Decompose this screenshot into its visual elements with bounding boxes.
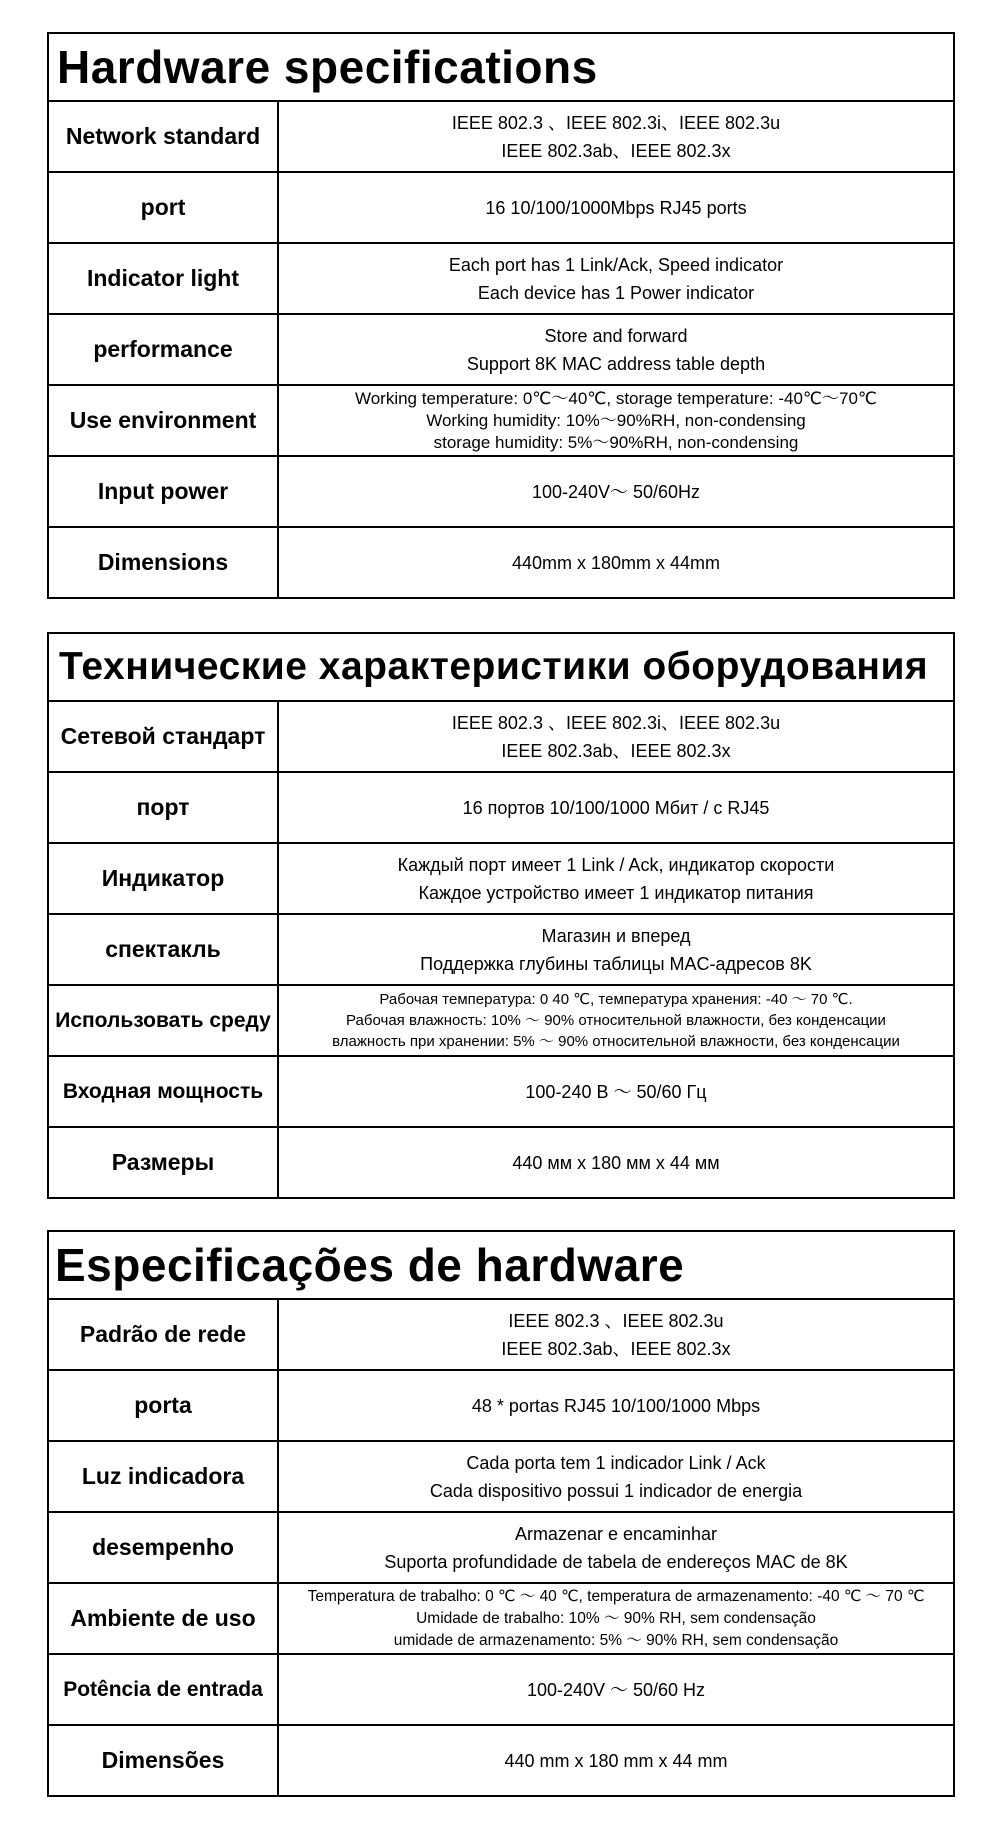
spec-row-use-environment [49,1584,953,1655]
row-value [279,244,953,313]
row-value [279,1726,953,1795]
row-label: Input power [49,457,279,526]
spec-row-indicator-light [49,1442,953,1513]
value-line: Temperatura de trabalho: 0 ℃ ～ 40 ℃, temperatura de armazenamento: -40 ℃ ～ 70 ℃ [307,1587,925,1605]
row-label: Potência de entrada [49,1655,279,1724]
spec-row-port [49,173,953,244]
value-line: Рабочая влажность: 10% ～ 90% относительной влажности, без конденсации [346,1012,886,1029]
row-label: Ambiente de uso [49,1584,279,1653]
value-line: Each port has 1 Link/Ack, Speed indicator [448,254,784,275]
spec-row-input-power [49,457,953,528]
value-line: Working humidity: 10%～90%RH, non-condensing [426,410,806,430]
value-line: 16 10/100/1000Mbps RJ45 ports [485,197,747,218]
spec-row-port [49,773,953,844]
row-label: Размеры [49,1128,279,1197]
row-label: porta [49,1371,279,1440]
row-label: desempenho [49,1513,279,1582]
row-value [279,457,953,526]
spec-row-dimensions [49,528,953,597]
row-label: performance [49,315,279,384]
value-line: 100-240V ～ 50/60 Hz [526,1679,706,1700]
value-line: IEEE 802.3ab、IEEE 802.3x [501,1338,731,1359]
row-value [279,1057,953,1126]
spec-table-russian [47,632,955,1199]
spec-row-indicator-light [49,844,953,915]
spec-row-indicator-light [49,244,953,315]
row-label: Network standard [49,102,279,171]
spec-row-network-standard [49,1300,953,1371]
value-line: 100-240V～ 50/60Hz [531,481,701,502]
spec-row-use-environment [49,386,953,457]
row-value [279,102,953,171]
row-value [279,528,953,597]
row-label: Indicator light [49,244,279,313]
spec-table-english [47,32,955,599]
row-value [279,1128,953,1197]
value-line: IEEE 802.3 、IEEE 802.3i、IEEE 802.3u [451,712,781,733]
spec-row-use-environment [49,986,953,1057]
row-label: спектакль [49,915,279,984]
spec-row-network-standard [49,702,953,773]
value-line: storage humidity: 5%～90%RH, non-condensing [433,432,799,452]
value-line: 440 mm x 180 mm x 44 mm [504,1750,728,1771]
value-line: Каждый порт имеет 1 Link / Ack, индикатор скорости [397,854,835,875]
value-line: Support 8K MAC address table depth [466,353,766,374]
row-label: Dimensions [49,528,279,597]
spec-row-performance [49,915,953,986]
row-value [279,1655,953,1724]
row-value [279,1371,953,1440]
row-label: порт [49,773,279,842]
row-value [279,915,953,984]
spec-table-portuguese [47,1230,955,1797]
spec-row-dimensions [49,1726,953,1795]
value-line: IEEE 802.3ab、IEEE 802.3x [501,140,731,161]
value-line: Cada porta tem 1 indicador Link / Ack [466,1452,766,1473]
value-line: Umidade de trabalho: 10% ～ 90% RH, sem condensação [416,1609,816,1627]
value-line: Armazenar e encaminhar [514,1523,718,1544]
row-value [279,1584,953,1653]
value-line: umidade de armazenamento: 5% ～ 90% RH, sem condensação [393,1631,839,1649]
value-line: Магазин и вперед [541,925,691,946]
spec-row-input-power [49,1655,953,1726]
table-title: Hardware specifications [49,34,953,102]
spec-row-port [49,1371,953,1442]
row-label: Luz indicadora [49,1442,279,1511]
table-title: Especificações de hardware [49,1232,953,1300]
value-line: Рабочая температура: 0 40 ℃, температура хранения: -40 ～ 70 ℃. [379,991,853,1008]
row-value [279,702,953,771]
spec-row-performance [49,315,953,386]
value-line: 100-240 В ～ 50/60 Гц [525,1081,707,1102]
value-line: 48 * portas RJ45 10/100/1000 Mbps [471,1395,761,1416]
value-line: Каждое устройство имеет 1 индикатор питания [418,882,814,903]
row-value [279,386,953,455]
value-line: IEEE 802.3 、IEEE 802.3u [508,1310,724,1331]
spec-row-performance [49,1513,953,1584]
row-label: Сетевой стандарт [49,702,279,771]
row-label: Padrão de rede [49,1300,279,1369]
value-line: Поддержка глубины таблицы MAC-адресов 8K [420,953,812,974]
row-label: Входная мощность [49,1057,279,1126]
value-line: IEEE 802.3ab、IEEE 802.3x [501,740,731,761]
value-line: Store and forward [544,325,688,346]
row-label: Dimensões [49,1726,279,1795]
row-label: port [49,173,279,242]
row-value [279,773,953,842]
value-line: Suporta profundidade de tabela de endereços MAC de 8K [384,1551,848,1572]
row-label: Use environment [49,386,279,455]
row-label: Использовать среду [49,986,279,1055]
value-line: Cada dispositivo possui 1 indicador de energia [429,1480,803,1501]
spec-row-input-power [49,1057,953,1128]
row-value [279,1513,953,1582]
row-label: Индикатор [49,844,279,913]
row-value [279,1300,953,1369]
table-title: Технические характеристики оборудования [49,634,953,702]
value-line: 440 мм x 180 мм x 44 мм [512,1152,720,1173]
value-line: Each device has 1 Power indicator [477,282,755,303]
row-value [279,844,953,913]
row-value [279,1442,953,1511]
row-value [279,986,953,1055]
value-line: влажность при хранении: 5% ～ 90% относительной влажности, без конденсации [332,1033,900,1050]
value-line: Working temperature: 0℃～40℃, storage temperature: -40℃～70℃ [354,388,878,408]
row-value [279,315,953,384]
value-line: IEEE 802.3 、IEEE 802.3i、IEEE 802.3u [451,112,781,133]
value-line: 16 портов 10/100/1000 Мбит / с RJ45 [462,797,770,818]
value-line: 440mm x 180mm x 44mm [511,552,721,573]
row-value [279,173,953,242]
spec-row-dimensions [49,1128,953,1197]
spec-row-network-standard [49,102,953,173]
